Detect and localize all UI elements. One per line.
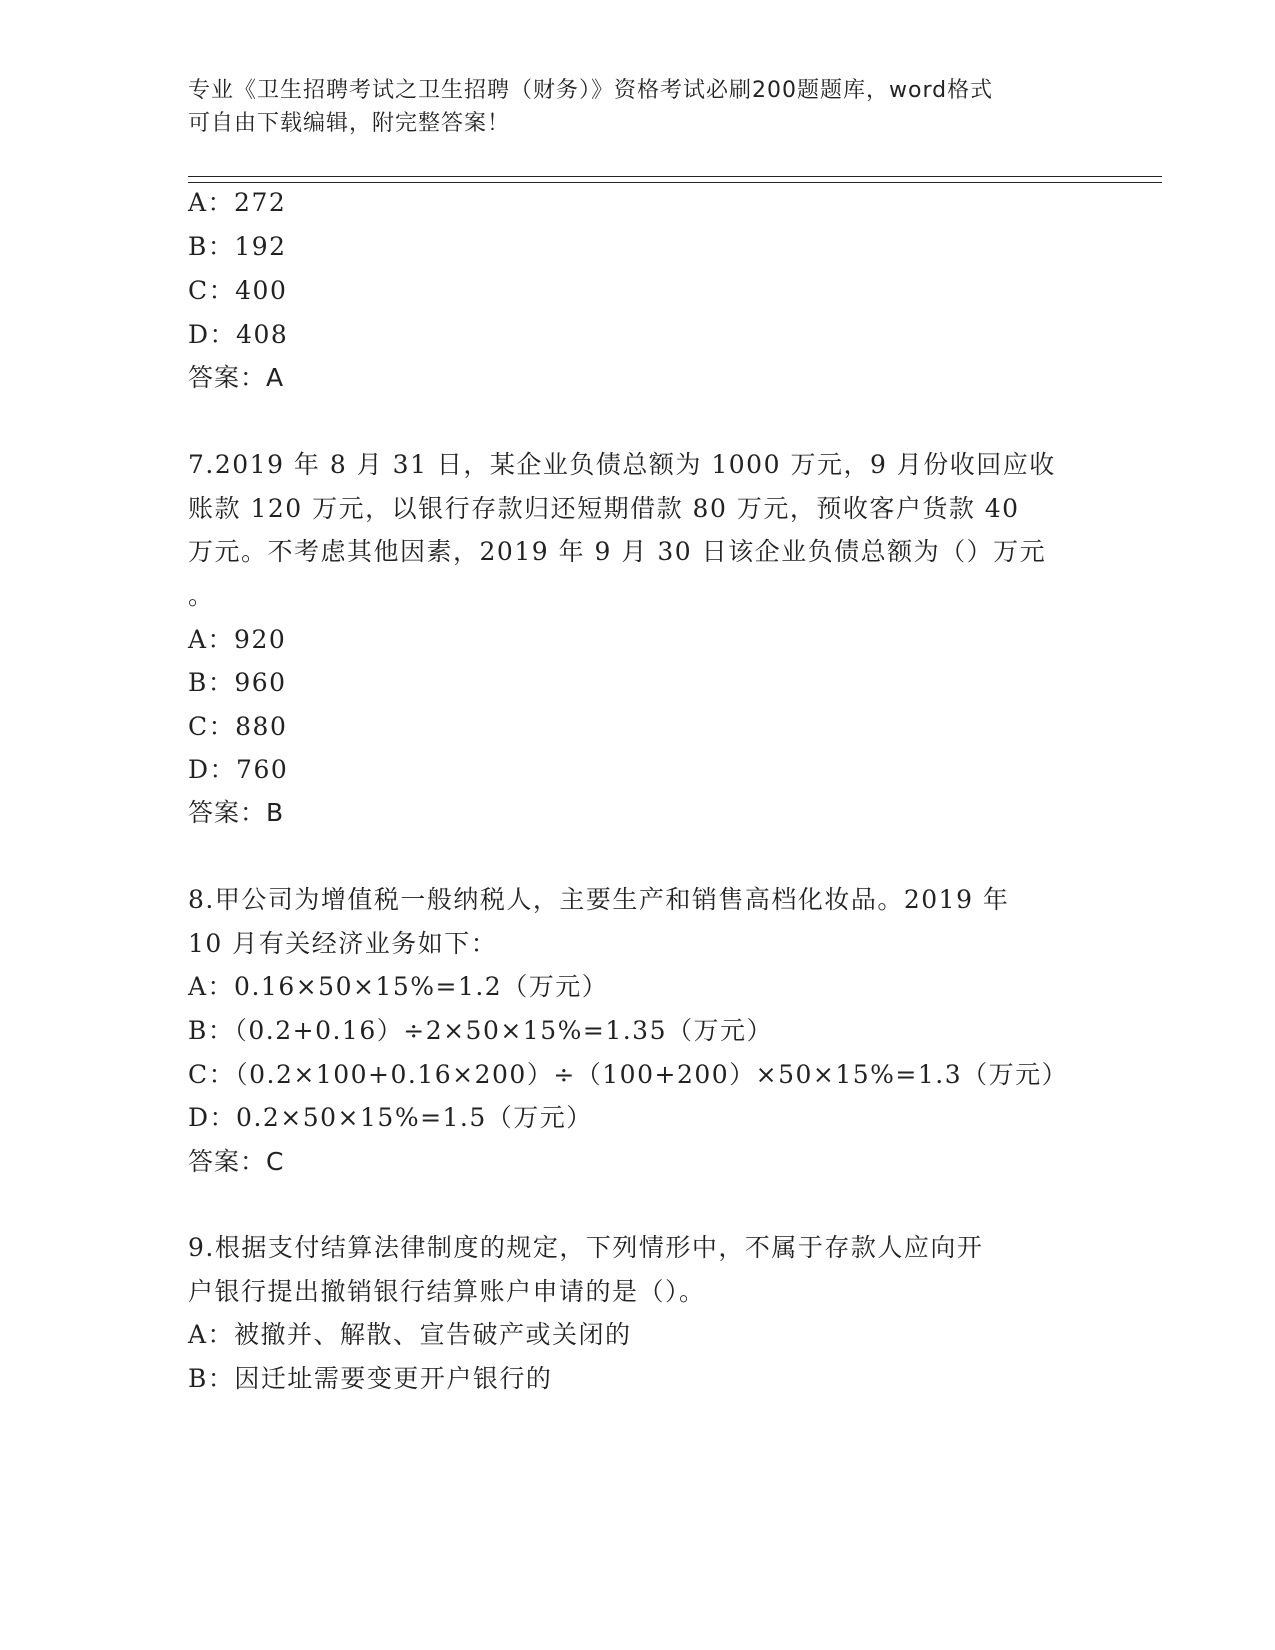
q9-option-a: A：被撤并、解散、宣告破产或关闭的 (188, 1320, 632, 1349)
q7-stem-line-1: 7.2019 年 8 月 31 日，某企业负债总额为 1000 万元，9 月份收回应收 (188, 450, 1056, 479)
header-divider-top (188, 176, 1162, 177)
q9-stem-line-1: 9.根据支付结算法律制度的规定，下列情形中，不属于存款人应向开 (188, 1233, 984, 1262)
header-line-1: 专业《卫生招聘考试之卫生招聘（财务）》资格考试必刷200题题库，word格式 (188, 78, 994, 103)
q8-stem-line-2: 10 月有关经济业务如下： (188, 929, 498, 958)
q7-option-d: D：760 (188, 755, 289, 784)
q7-option-b: B：960 (188, 668, 287, 697)
q8-option-a: A：0.16×50×15%=1.2（万元） (188, 972, 609, 1001)
header-divider-bottom (188, 182, 1162, 183)
q6-option-b: B：192 (188, 232, 287, 261)
q7-stem-line-2: 账款 120 万元，以银行存款归还短期借款 80 万元，预收客户货款 40 (188, 494, 1020, 523)
header-line-2: 可自由下载编辑，附完整答案！ (188, 111, 511, 136)
q8-option-c: C：（0.2×100+0.16×200）÷（100+200）×50×15%=1.3（万元） (188, 1060, 1069, 1089)
q7-option-a: A：920 (188, 625, 287, 654)
q9-stem-line-2: 户银行提出撤销银行结算账户申请的是（）。 (188, 1277, 706, 1306)
q8-option-d: D：0.2×50×15%=1.5（万元） (188, 1103, 593, 1132)
q7-option-c: C：880 (188, 712, 288, 741)
q7-stem-line-4: 。 (188, 581, 215, 610)
q8-answer: 答案：C (188, 1147, 285, 1176)
q7-stem-line-3: 万元。不考虑其他因素，2019 年 9 月 30 日该企业负债总额为（）万元 (188, 537, 1047, 566)
q9-option-b: B：因迁址需要变更开户银行的 (188, 1364, 553, 1393)
q8-stem-line-1: 8.甲公司为增值税一般纳税人，主要生产和销售高档化妆品。2019 年 (188, 885, 1010, 914)
q6-option-a: A：272 (188, 188, 287, 217)
q6-option-c: C：400 (188, 276, 288, 305)
q8-option-b: B：（0.2+0.16）÷2×50×15%=1.35（万元） (188, 1016, 773, 1045)
q6-answer: 答案：A (188, 363, 285, 392)
q7-answer: 答案：B (188, 798, 285, 827)
document-header (188, 74, 1088, 140)
q6-option-d: D：408 (188, 320, 289, 349)
